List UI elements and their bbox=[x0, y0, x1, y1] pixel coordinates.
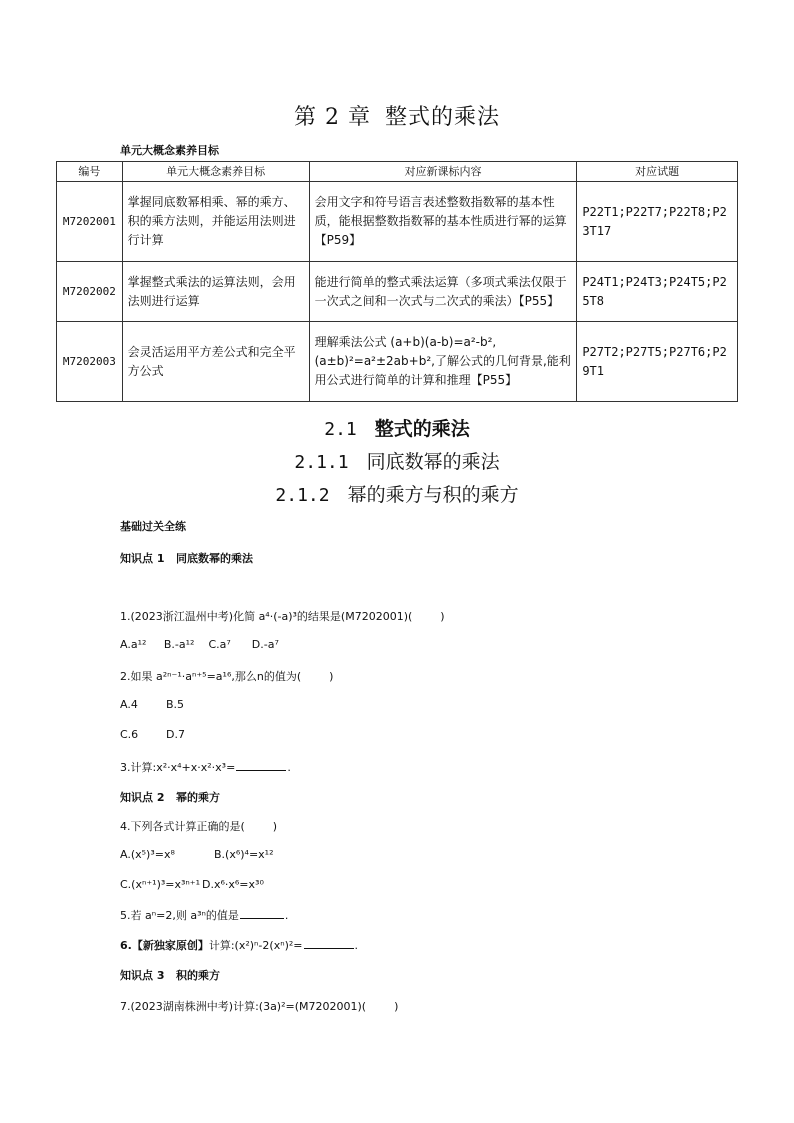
row-code: M7202001 bbox=[57, 182, 123, 262]
row-tests: P22T1;P22T7;P22T8;P23T17 bbox=[577, 182, 738, 262]
question-4-options bbox=[120, 848, 274, 861]
question-end: . bbox=[284, 909, 289, 922]
question-1 bbox=[120, 608, 445, 624]
question-stem: 7.(2023湖南株洲中考)计算:(3a)²=(M7202001)( bbox=[120, 1000, 367, 1013]
question-2-options-row2 bbox=[120, 728, 185, 741]
question-4-options-row2 bbox=[120, 878, 264, 891]
chapter-number: 第 2 章 bbox=[294, 105, 371, 130]
row-tests: P27T2;P27T5;P27T6;P29T1 bbox=[577, 322, 738, 402]
option: C.a⁷ bbox=[208, 638, 231, 651]
question-stem: 2.如果 a²ⁿ⁻¹·aⁿ⁺⁵=a¹⁶,那么n的值为( bbox=[120, 670, 302, 683]
practice-title: 基础过关全练 bbox=[120, 520, 186, 533]
option: C.(xⁿ⁺¹)³=x³ⁿ⁺¹ bbox=[120, 878, 201, 891]
knowledge-title: 同底数幂的乘法 bbox=[175, 552, 253, 565]
section-heading-2-1-1 bbox=[0, 447, 794, 474]
question-2 bbox=[120, 668, 333, 684]
table-row bbox=[57, 182, 738, 262]
answer-blank[interactable] bbox=[240, 908, 284, 919]
knowledge-label: 知识点 1 bbox=[120, 552, 165, 565]
row-tests: P24T1;P24T3;P24T5;P25T8 bbox=[577, 262, 738, 322]
row-content: 能进行简单的整式乘法运算（多项式乘法仅限于一次式之间和一次式与二次式的乘法）【P55】 bbox=[309, 262, 577, 322]
knowledge-point-3 bbox=[120, 967, 220, 983]
section-number: 2.1 bbox=[324, 419, 357, 440]
row-content: 会用文字和符号语言表述整数指数幂的基本性质，能根据整数指数幂的基本性质进行幂的运算【P59】 bbox=[309, 182, 577, 262]
row-goal: 掌握同底数幂相乘、幂的乘方、积的乘方法则，并能运用法则进行计算 bbox=[122, 182, 309, 262]
chapter-title bbox=[0, 100, 794, 131]
option: D.x⁶·x⁶=x³⁰ bbox=[202, 878, 264, 891]
table-header-row bbox=[57, 162, 738, 182]
question-2-options bbox=[120, 698, 184, 711]
option: D.7 bbox=[166, 728, 185, 741]
knowledge-title: 积的乘方 bbox=[175, 969, 220, 982]
question-6 bbox=[120, 937, 358, 953]
header-content: 对应新课标内容 bbox=[309, 162, 577, 182]
question-close: ) bbox=[329, 670, 334, 683]
question-end: . bbox=[354, 939, 359, 952]
knowledge-title: 幂的乘方 bbox=[175, 791, 220, 804]
option: D.-a⁷ bbox=[251, 638, 279, 651]
header-code: 编号 bbox=[57, 162, 123, 182]
answer-blank[interactable] bbox=[236, 760, 286, 771]
question-7 bbox=[120, 998, 398, 1014]
option: B.5 bbox=[166, 698, 185, 711]
option: B.(x⁶)⁴=x¹² bbox=[214, 848, 274, 861]
row-goal: 掌握整式乘法的运算法则，会用法则进行运算 bbox=[122, 262, 309, 322]
goals-table bbox=[56, 161, 738, 402]
table-row bbox=[57, 322, 738, 402]
section-number: 2.1.1 bbox=[294, 452, 349, 473]
row-code: M7202003 bbox=[57, 322, 123, 402]
section-heading-2-1-2 bbox=[0, 480, 794, 507]
question-stem: 3.计算:x²·x⁴+x·x²·x³= bbox=[120, 761, 236, 774]
table-row bbox=[57, 262, 738, 322]
section-title: 整式的乘法 bbox=[374, 418, 470, 440]
question-3 bbox=[120, 759, 291, 775]
question-tag: 6.【新独家原创】 bbox=[120, 939, 209, 952]
option: A.4 bbox=[120, 698, 138, 711]
question-end: . bbox=[287, 761, 291, 774]
knowledge-label: 知识点 3 bbox=[120, 969, 165, 982]
question-4 bbox=[120, 818, 277, 834]
question-stem: 4.下列各式计算正确的是( bbox=[120, 820, 245, 833]
question-stem: 1.(2023浙江温州中考)化简 a⁴·(-a)³的结果是(M7202001)( bbox=[120, 610, 413, 623]
knowledge-point-2 bbox=[120, 789, 220, 805]
option: A.a¹² bbox=[120, 638, 147, 651]
option: B.-a¹² bbox=[163, 638, 195, 651]
row-content: 理解乘法公式 (a+b)(a-b)=a²-b²,(a±b)²=a²±2ab+b²,了解公式的几何背景,能利用公式进行简单的计算和推理【P55】 bbox=[309, 322, 577, 402]
question-close: ) bbox=[394, 1000, 399, 1013]
question-1-options bbox=[120, 638, 279, 651]
section-number: 2.1.2 bbox=[275, 485, 330, 506]
answer-blank[interactable] bbox=[304, 938, 354, 949]
knowledge-point-1 bbox=[120, 550, 253, 566]
option: C.6 bbox=[120, 728, 139, 741]
section-title: 幂的乘方与积的乘方 bbox=[347, 484, 519, 506]
header-goal: 单元大概念素养目标 bbox=[122, 162, 309, 182]
chapter-name: 整式的乘法 bbox=[384, 105, 500, 130]
question-5 bbox=[120, 907, 288, 923]
section-heading-2-1 bbox=[0, 414, 794, 441]
table-caption: 单元大概念素养目标 bbox=[120, 144, 219, 157]
option: A.(x⁵)³=x⁸ bbox=[120, 848, 175, 861]
question-close: ) bbox=[440, 610, 445, 623]
header-tests: 对应试题 bbox=[577, 162, 738, 182]
question-stem: 5.若 aⁿ=2,则 a³ⁿ的值是 bbox=[120, 909, 239, 922]
question-close: ) bbox=[272, 820, 278, 833]
section-title: 同底数幂的乘法 bbox=[366, 451, 500, 473]
question-stem: 计算:(x²)ⁿ-2(xⁿ)²= bbox=[208, 939, 303, 952]
row-code: M7202002 bbox=[57, 262, 123, 322]
knowledge-label: 知识点 2 bbox=[120, 791, 165, 804]
row-goal: 会灵活运用平方差公式和完全平方公式 bbox=[122, 322, 309, 402]
